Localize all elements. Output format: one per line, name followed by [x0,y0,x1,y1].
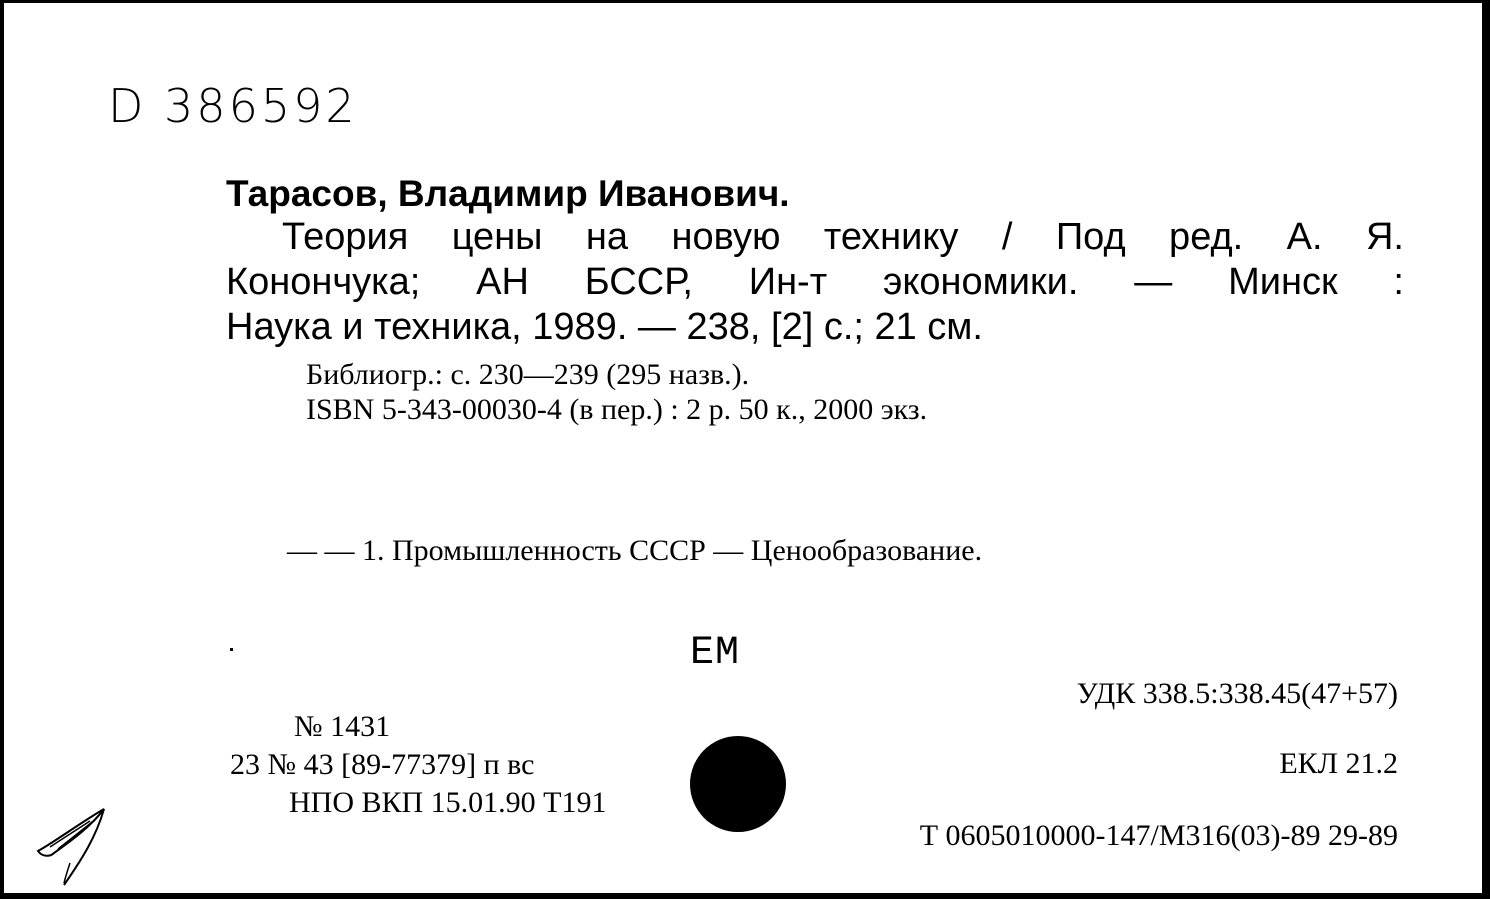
udk-classification: УДК 338.5:338.45(47+57) [1076,677,1398,710]
isbn-note: ISBN 5-343-00030-4 (в пер.) : 2 р. 50 к., 2000 экз. [306,393,928,426]
subject-heading: — — 1. Промышленность СССР — Ценообразование. [287,534,983,567]
title-line-3: Наука и техника, 1989. — 238, [2] с.; 21 см. [226,306,983,348]
catalog-code: Т 0605010000-147/М316(03)-89 29-89 [919,819,1398,852]
library-stamp: ЕМ [690,631,741,676]
publisher-line: НПО ВКП 15.01.90 Т191 [289,786,607,819]
order-line: 23 № 43 [89-77379] п вс [230,748,535,781]
record-number: № 1431 [294,710,391,743]
title-line-2: Конончука; АН БССР, Ин-т экономики. — Минск : [226,261,1404,303]
author-heading: Тарасов, Владимир Иванович. [226,173,790,214]
title-line-1: Теория цены на новую технику / Под ред. А. Я. [282,216,1404,258]
ink-dot [230,648,233,651]
bibliography-note: Библиогр.: с. 230—239 (295 назв.). [306,358,750,391]
signature-mark-icon [30,803,116,889]
ekl-classification: ЕКЛ 21.2 [1279,747,1398,780]
card-punch-hole [690,736,786,832]
catalog-card [4,3,1482,893]
call-number: D 386592 [108,79,358,133]
